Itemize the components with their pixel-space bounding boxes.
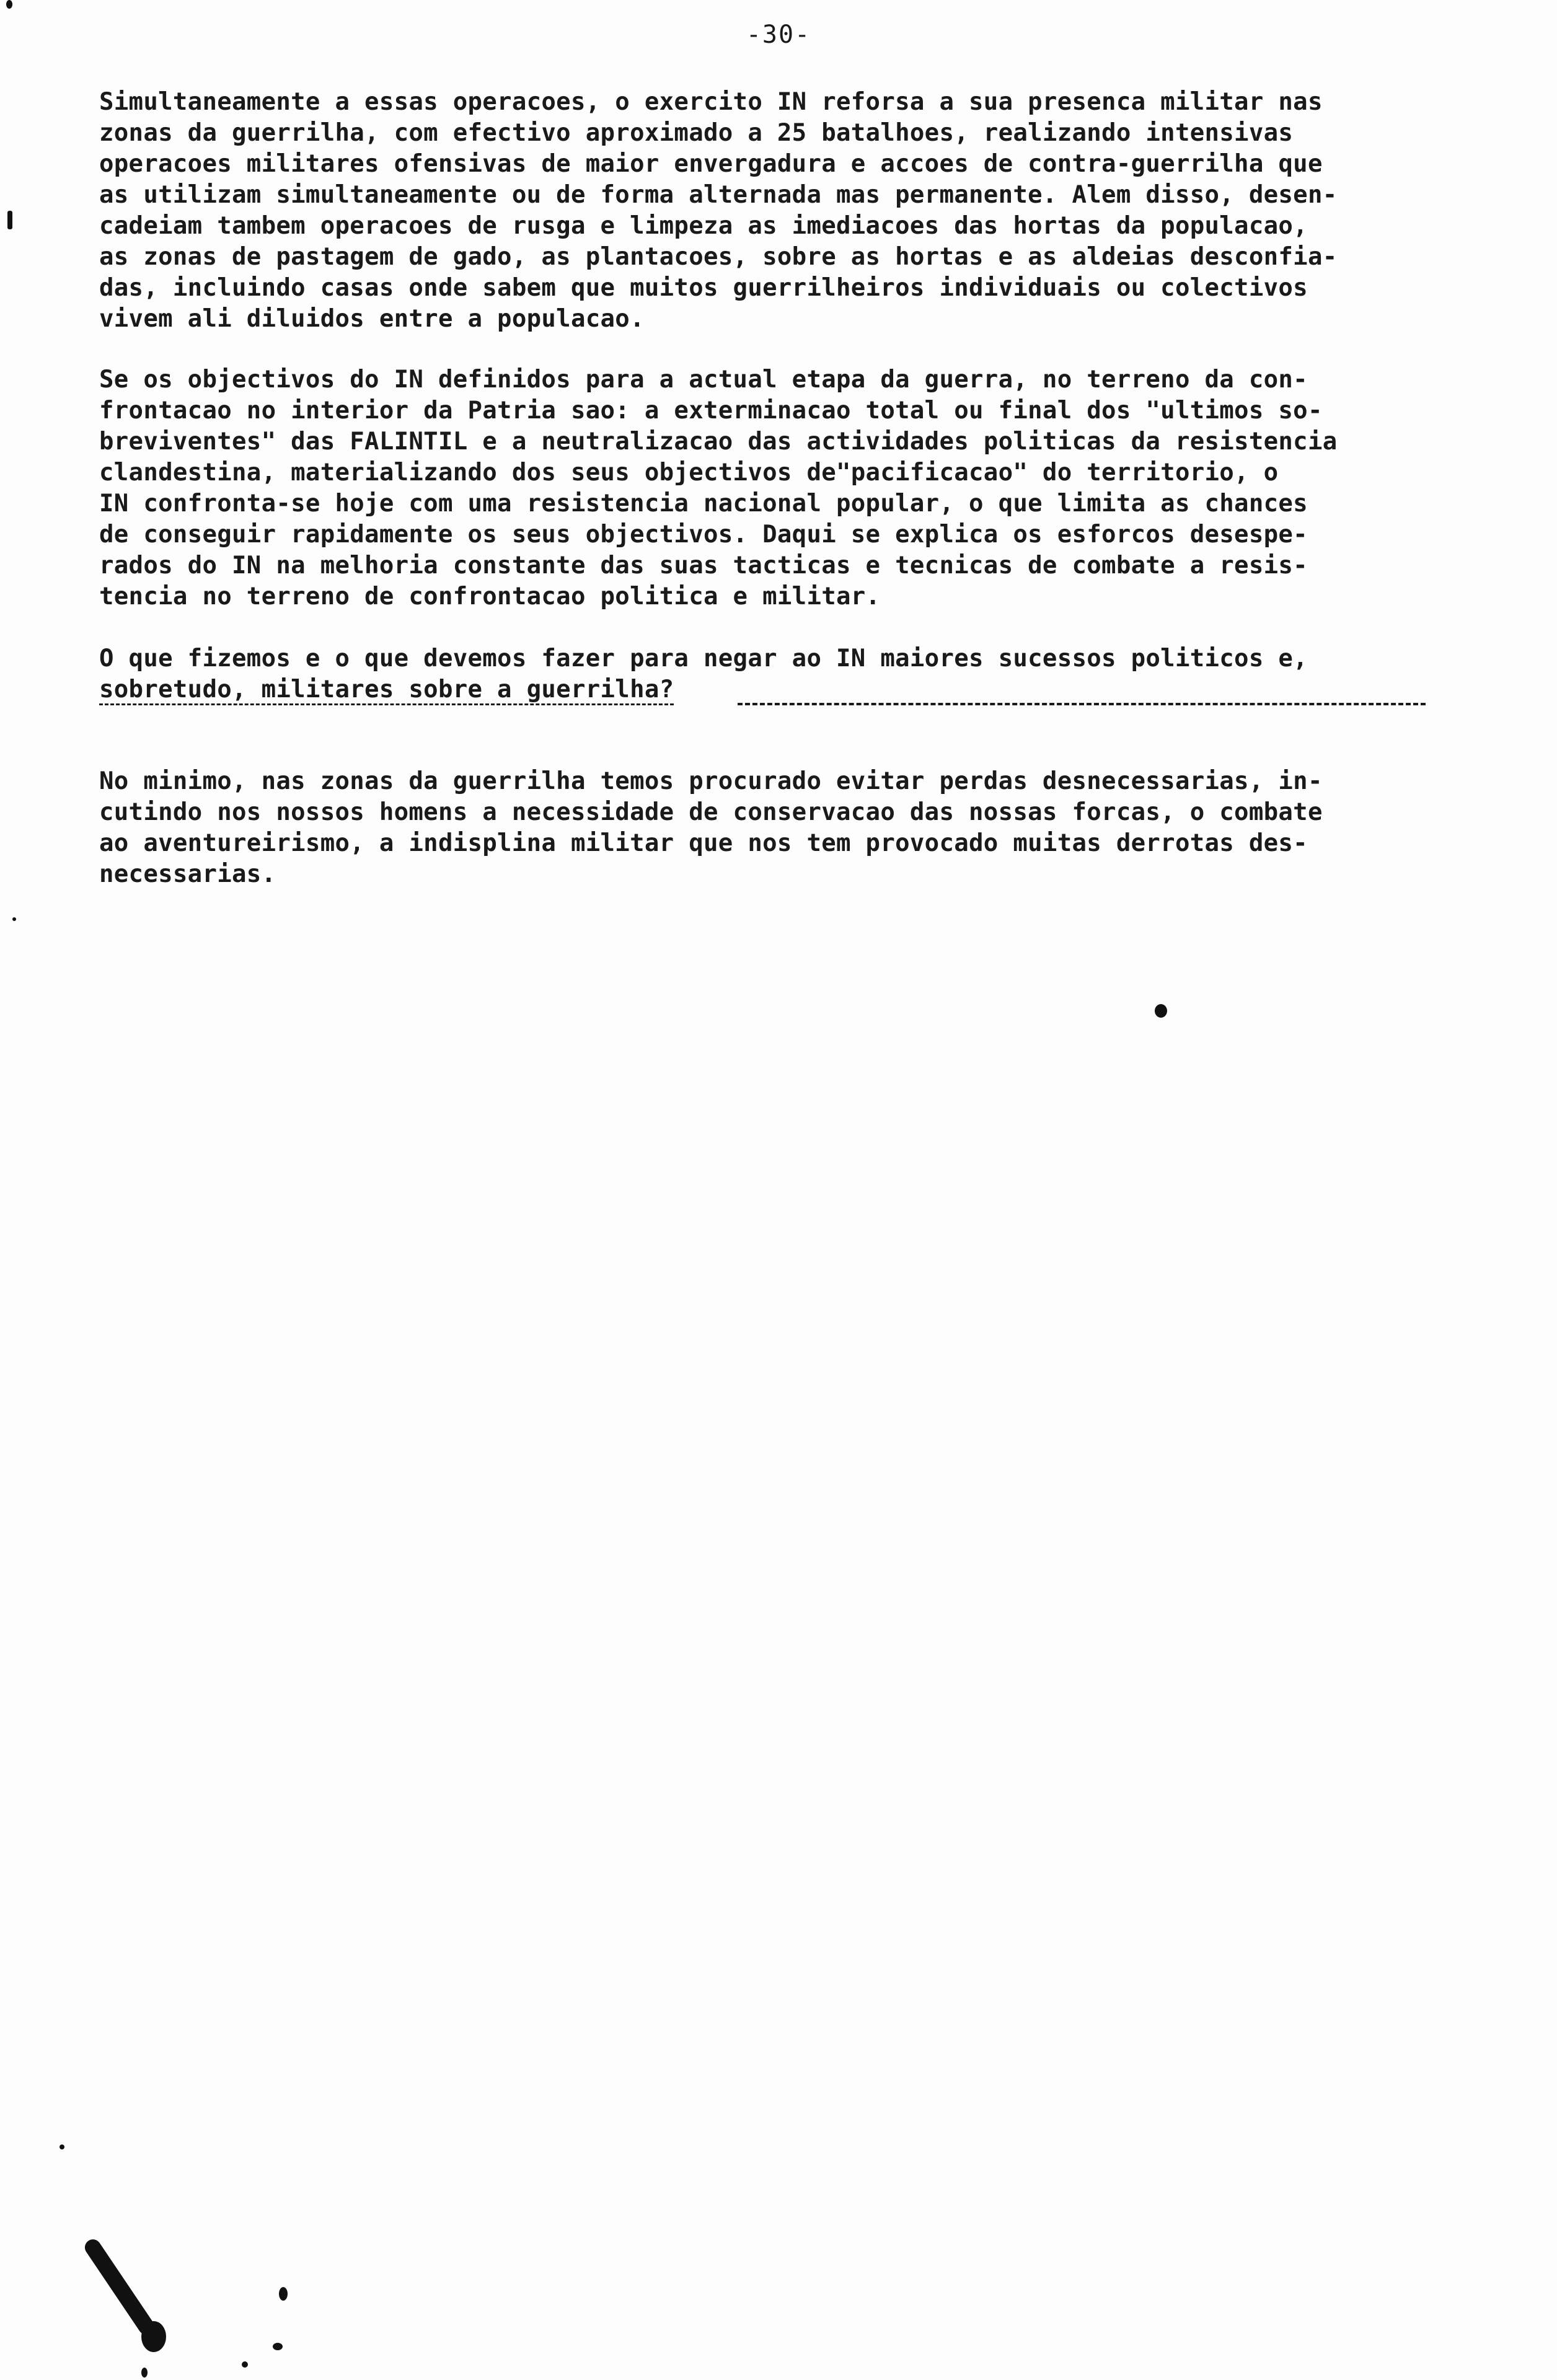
- text-line: vivem ali diluidos entre a populacao.: [99, 305, 645, 333]
- dashed-underline: [738, 703, 1426, 705]
- text-line: cadeiam tambem operacoes de rusga e limpeza as imediacoes das hortas da populacao,: [99, 212, 1308, 240]
- ink-speck: [12, 917, 16, 921]
- ink-speck: [60, 2144, 64, 2149]
- ink-dot: [1155, 1004, 1167, 1018]
- text-line: No minimo, nas zonas da guerrilha temos procurado evitar perdas desnecessarias, in-: [99, 767, 1323, 795]
- ink-speck: [141, 2368, 148, 2378]
- text-line: cutindo nos nossos homens a necessidade de conservacao das nossas forcas, o combate: [99, 798, 1323, 826]
- text-line: frontacao no interior da Patria sao: a exterminacao total ou final dos "ultimos so-: [99, 397, 1323, 425]
- ink-blot: [141, 2321, 166, 2352]
- text-line: clandestina, materializando dos seus objectivos de"pacificacao" do territorio, o: [99, 459, 1279, 487]
- text-line: Simultaneamente a essas operacoes, o exercito IN reforsa a sua presenca militar nas: [99, 88, 1323, 116]
- question-heading: [99, 643, 1481, 705]
- ink-speck: [7, 211, 12, 229]
- paragraph-2: [99, 364, 1481, 612]
- text-line: de conseguir rapidamente os seus objectivos. Daqui se explica os esforcos desespe-: [99, 521, 1308, 549]
- ink-speck: [279, 2287, 288, 2301]
- paragraph-1: [99, 87, 1481, 335]
- text-line: operacoes militares ofensivas de maior envergadura e accoes de contra-guerrilha que: [99, 150, 1323, 178]
- ink-smudge: [82, 2236, 157, 2338]
- ink-speck: [242, 2361, 248, 2368]
- ink-speck: [273, 2343, 283, 2350]
- text-line: IN confronta-se hoje com uma resistencia nacional popular, o que limita as chances: [99, 490, 1308, 518]
- paragraph-4: [99, 766, 1481, 890]
- ink-speck: [6, 0, 12, 9]
- text-line: das, incluindo casas onde sabem que muitos guerrilheiros individuais ou colectivos: [99, 274, 1308, 302]
- text-line: tencia no terreno de confrontacao politica e militar.: [99, 583, 881, 610]
- text-line: as zonas de pastagem de gado, as plantacoes, sobre as hortas e as aldeias desconfia-: [99, 243, 1338, 271]
- page-number: -30-: [746, 20, 811, 49]
- text-line: necessarias.: [99, 860, 276, 888]
- text-line: O que fizemos e o que devemos fazer para negar ao IN maiores sucessos politicos e,: [99, 645, 1308, 672]
- text-line: as utilizam simultaneamente ou de forma alternada mas permanente. Alem disso, desen-: [99, 181, 1338, 209]
- text-line: zonas da guerrilha, com efectivo aproximado a 25 batalhoes, realizando intensivas: [99, 119, 1294, 147]
- text-line: Se os objectivos do IN definidos para a actual etapa da guerra, no terreno da con-: [99, 366, 1308, 394]
- underlined-text-line: sobretudo, militares sobre a guerrilha?: [99, 676, 674, 703]
- text-line: rados do IN na melhoria constante das suas tacticas e tecnicas de combate a resis-: [99, 552, 1308, 580]
- text-line: breviventes" das FALINTIL e a neutralizacao das actividades politicas da resistencia: [99, 428, 1338, 456]
- text-line: ao aventureirismo, a indisplina militar que nos tem provocado muitas derrotas des-: [99, 829, 1308, 857]
